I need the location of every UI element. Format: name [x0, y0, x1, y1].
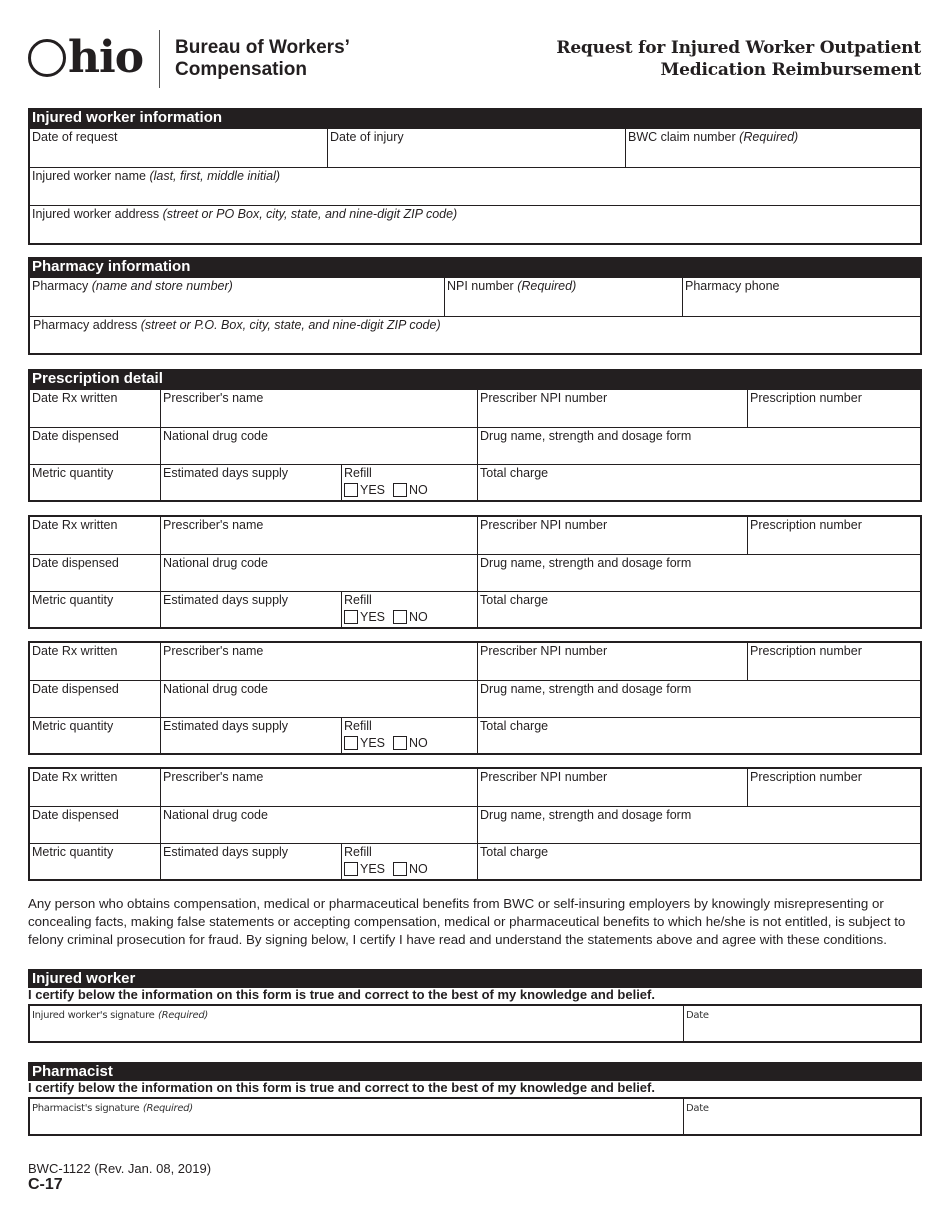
- refill-no-checkbox[interactable]: [393, 862, 428, 876]
- drug-name-field[interactable]: [477, 428, 920, 464]
- prescription-number-field[interactable]: [747, 517, 920, 554]
- pharmacy-info-grid: [28, 276, 922, 355]
- prescriber-name-label: Prescriber's name: [163, 391, 264, 405]
- prescription-block-4: [28, 767, 922, 881]
- ohio-logo-o-icon: [28, 39, 66, 77]
- date-rx-written-field[interactable]: [30, 517, 160, 554]
- refill-yes-label: YES: [360, 483, 386, 497]
- checkbox-icon: [344, 862, 358, 876]
- total-charge-field[interactable]: [477, 592, 920, 627]
- prescription-number-label: Prescription number: [750, 391, 862, 405]
- injured-worker-signature-note: (Required): [158, 1010, 208, 1021]
- refill-no-label: NO: [409, 862, 428, 876]
- logo-divider: [159, 30, 160, 88]
- refill-no-label: NO: [409, 736, 428, 750]
- metric-quantity-field[interactable]: [30, 592, 160, 627]
- date-rx-written-label: Date Rx written: [32, 391, 118, 405]
- prescriber-npi-label: Prescriber NPI number: [480, 644, 608, 658]
- pharmacist-signature-label: Pharmacist's signature: [32, 1103, 140, 1114]
- prescriber-npi-field[interactable]: [477, 390, 747, 427]
- prescriber-npi-label: Prescriber NPI number: [480, 770, 608, 784]
- national-drug-code-label: National drug code: [163, 429, 268, 443]
- date-rx-written-label: Date Rx written: [32, 518, 118, 532]
- form-title-line1: Request for Injured Worker Outpatient: [556, 38, 921, 58]
- date-of-request-label: Date of request: [32, 130, 118, 144]
- date-rx-written-field[interactable]: [30, 390, 160, 427]
- form-revision: BWC-1122 (Rev. Jan. 08, 2019): [28, 1161, 212, 1176]
- national-drug-code-label: National drug code: [163, 808, 268, 822]
- page-header: [0, 0, 950, 100]
- refill-yes-label: YES: [360, 862, 386, 876]
- national-drug-code-label: National drug code: [163, 682, 268, 696]
- prescriber-npi-field[interactable]: [477, 769, 747, 806]
- prescriber-name-field[interactable]: [160, 643, 477, 680]
- date-of-injury-label: Date of injury: [330, 130, 404, 144]
- refill-options: [344, 862, 475, 876]
- date-rx-written-label: Date Rx written: [32, 770, 118, 784]
- date-dispensed-label: Date dispensed: [32, 682, 119, 696]
- refill-label: Refill: [344, 466, 372, 480]
- drug-name-field[interactable]: [477, 807, 920, 843]
- prescriber-npi-label: Prescriber NPI number: [480, 391, 608, 405]
- total-charge-label: Total charge: [480, 593, 549, 607]
- metric-quantity-label: Metric quantity: [32, 593, 114, 607]
- form-title: [556, 37, 921, 81]
- checkbox-icon: [393, 862, 407, 876]
- ohio-logo: [28, 30, 143, 86]
- form-title-line2: Medication Reimbursement: [660, 60, 921, 80]
- pharmacist-date-field[interactable]: [683, 1099, 920, 1134]
- days-supply-field[interactable]: [160, 844, 341, 879]
- drug-name-label: Drug name, strength and dosage form: [480, 682, 692, 696]
- refill-options: [344, 736, 475, 750]
- injured-worker-signature-grid: [28, 1004, 922, 1043]
- date-of-injury-field[interactable]: [327, 129, 625, 167]
- drug-name-label: Drug name, strength and dosage form: [480, 808, 692, 822]
- date-dispensed-label: Date dispensed: [32, 808, 119, 822]
- refill-yes-label: YES: [360, 610, 386, 624]
- drug-name-field[interactable]: [477, 555, 920, 591]
- prescriber-npi-field[interactable]: [477, 643, 747, 680]
- pharmacy-phone-field[interactable]: [682, 278, 920, 316]
- refill-label: Refill: [344, 845, 372, 859]
- date-dispensed-field[interactable]: [30, 807, 160, 843]
- date-dispensed-label: Date dispensed: [32, 556, 119, 570]
- checkbox-icon: [393, 610, 407, 624]
- drug-name-label: Drug name, strength and dosage form: [480, 429, 692, 443]
- npi-number-note: (Required): [517, 279, 577, 293]
- injured-worker-signature-label: Injured worker's signature: [32, 1010, 155, 1021]
- prescriber-name-field[interactable]: [160, 769, 477, 806]
- refill-options: [344, 483, 475, 497]
- agency-name: [175, 37, 350, 81]
- pharmacy-name-field[interactable]: [30, 278, 444, 316]
- section-header-injured-worker: Injured worker: [28, 969, 922, 988]
- date-rx-written-field[interactable]: [30, 643, 160, 680]
- refill-no-label: NO: [409, 483, 428, 497]
- national-drug-code-field[interactable]: [160, 807, 477, 843]
- fraud-disclaimer: Any person who obtains compensation, medical or pharmaceutical benefits from BWC or self-insuring employers by knowingly misrepresenting or concealing facts, making false statements or accepting compensation, medical or pharmaceutical benefits to which he/she is not entitled, is subject to felony criminal prosecution for fraud. By signing below, I certify I have read and understand the statements above and agree with these conditions.: [28, 896, 906, 947]
- national-drug-code-label: National drug code: [163, 556, 268, 570]
- prescriber-name-field[interactable]: [160, 517, 477, 554]
- section-header-injured-worker-info: Injured worker information: [28, 108, 922, 127]
- worker-name-note: (last, first, middle initial): [149, 169, 281, 183]
- claim-number-label: BWC claim number: [628, 130, 736, 144]
- pharmacy-name-label: Pharmacy: [32, 279, 89, 293]
- prescription-number-label: Prescription number: [750, 644, 862, 658]
- prescriber-name-label: Prescriber's name: [163, 644, 264, 658]
- prescriber-npi-field[interactable]: [477, 517, 747, 554]
- total-charge-label: Total charge: [480, 466, 549, 480]
- prescriber-name-label: Prescriber's name: [163, 770, 264, 784]
- national-drug-code-field[interactable]: [160, 428, 477, 464]
- days-supply-label: Estimated days supply: [163, 466, 289, 480]
- date-rx-written-field[interactable]: [30, 769, 160, 806]
- prescriber-name-label: Prescriber's name: [163, 518, 264, 532]
- refill-yes-checkbox[interactable]: [344, 610, 385, 624]
- checkbox-icon: [393, 736, 407, 750]
- refill-field: [341, 592, 477, 627]
- worker-name-field[interactable]: [30, 168, 920, 205]
- pharmacist-signature-grid: [28, 1097, 922, 1136]
- injured-worker-info-grid: [28, 127, 922, 245]
- prescription-block-1: [28, 388, 922, 502]
- refill-yes-checkbox[interactable]: [344, 483, 385, 497]
- days-supply-field[interactable]: [160, 718, 341, 753]
- refill-no-checkbox[interactable]: [393, 736, 428, 750]
- pharmacy-address-note: (street or P.O. Box, city, state, and nine-digit ZIP code): [140, 318, 441, 332]
- section-header-pharmacy-info: Pharmacy information: [28, 257, 922, 276]
- prescription-number-field[interactable]: [747, 643, 920, 680]
- drug-name-field[interactable]: [477, 681, 920, 717]
- pharmacy-address-label: Pharmacy address: [33, 318, 138, 332]
- metric-quantity-field[interactable]: [30, 718, 160, 753]
- date-of-request-field[interactable]: [30, 129, 327, 167]
- prescription-number-label: Prescription number: [750, 518, 862, 532]
- national-drug-code-field[interactable]: [160, 555, 477, 591]
- claim-number-field[interactable]: [625, 129, 920, 167]
- date-dispensed-field[interactable]: [30, 428, 160, 464]
- npi-number-label: NPI number: [447, 279, 514, 293]
- pharmacist-certify-statement: I certify below the information on this form is true and correct to the best of my knowledge and belief.: [28, 1080, 655, 1095]
- total-charge-field[interactable]: [477, 844, 920, 879]
- checkbox-icon: [393, 483, 407, 497]
- prescriber-npi-label: Prescriber NPI number: [480, 518, 608, 532]
- refill-no-checkbox[interactable]: [393, 610, 428, 624]
- days-supply-field[interactable]: [160, 465, 341, 500]
- refill-field: [341, 718, 477, 753]
- date-dispensed-field[interactable]: [30, 681, 160, 717]
- prescription-block-2: [28, 515, 922, 629]
- pharmacy-name-note: (name and store number): [91, 279, 233, 293]
- checkbox-icon: [344, 736, 358, 750]
- agency-name-line2: Compensation: [175, 59, 307, 80]
- prescription-number-label: Prescription number: [750, 770, 862, 784]
- refill-no-checkbox[interactable]: [393, 483, 428, 497]
- total-charge-label: Total charge: [480, 719, 549, 733]
- metric-quantity-label: Metric quantity: [32, 845, 114, 859]
- pharmacist-date-label: Date: [686, 1103, 709, 1114]
- prescription-block-3: [28, 641, 922, 755]
- days-supply-label: Estimated days supply: [163, 593, 289, 607]
- metric-quantity-field[interactable]: [30, 844, 160, 879]
- refill-no-label: NO: [409, 610, 428, 624]
- national-drug-code-field[interactable]: [160, 681, 477, 717]
- date-dispensed-field[interactable]: [30, 555, 160, 591]
- refill-field: [341, 844, 477, 879]
- metric-quantity-label: Metric quantity: [32, 719, 114, 733]
- injured-worker-signature-field[interactable]: [30, 1006, 683, 1041]
- refill-yes-checkbox[interactable]: [344, 862, 385, 876]
- claim-number-note: (Required): [739, 130, 799, 144]
- worker-address-note: (street or PO Box, city, state, and nine-digit ZIP code): [162, 207, 458, 221]
- refill-yes-label: YES: [360, 736, 386, 750]
- days-supply-field[interactable]: [160, 592, 341, 627]
- total-charge-field[interactable]: [477, 718, 920, 753]
- metric-quantity-field[interactable]: [30, 465, 160, 500]
- pharmacist-signature-note: (Required): [142, 1103, 193, 1114]
- refill-yes-checkbox[interactable]: [344, 736, 385, 750]
- refill-label: Refill: [344, 719, 372, 733]
- date-rx-written-label: Date Rx written: [32, 644, 118, 658]
- refill-options: [344, 610, 475, 624]
- section-header-pharmacist: Pharmacist: [28, 1062, 922, 1081]
- prescriber-name-field[interactable]: [160, 390, 477, 427]
- npi-number-field[interactable]: [444, 278, 682, 316]
- section-header-prescription-detail: Prescription detail: [28, 369, 922, 388]
- pharmacy-phone-label: Pharmacy phone: [685, 279, 780, 293]
- injured-worker-certify-statement: I certify below the information on this form is true and correct to the best of my knowledge and belief.: [28, 987, 655, 1002]
- prescription-number-field[interactable]: [747, 390, 920, 427]
- injured-worker-date-field[interactable]: [683, 1006, 920, 1041]
- worker-address-field[interactable]: [30, 206, 920, 243]
- agency-name-line1: Bureau of Workers’: [175, 37, 350, 58]
- days-supply-label: Estimated days supply: [163, 845, 289, 859]
- pharmacist-signature-field[interactable]: [30, 1099, 683, 1134]
- refill-label: Refill: [344, 593, 372, 607]
- date-dispensed-label: Date dispensed: [32, 429, 119, 443]
- worker-name-label: Injured worker name: [32, 169, 146, 183]
- days-supply-label: Estimated days supply: [163, 719, 289, 733]
- drug-name-label: Drug name, strength and dosage form: [480, 556, 692, 570]
- total-charge-label: Total charge: [480, 845, 549, 859]
- metric-quantity-label: Metric quantity: [32, 466, 114, 480]
- total-charge-field[interactable]: [477, 465, 920, 500]
- refill-field: [341, 465, 477, 500]
- pharmacy-address-field[interactable]: [30, 317, 920, 353]
- ohio-logo-text: hio: [68, 32, 144, 83]
- prescription-number-field[interactable]: [747, 769, 920, 806]
- injured-worker-date-label: Date: [686, 1010, 709, 1021]
- checkbox-icon: [344, 610, 358, 624]
- form-code: C-17: [28, 1176, 63, 1193]
- checkbox-icon: [344, 483, 358, 497]
- worker-address-label: Injured worker address: [32, 207, 160, 221]
